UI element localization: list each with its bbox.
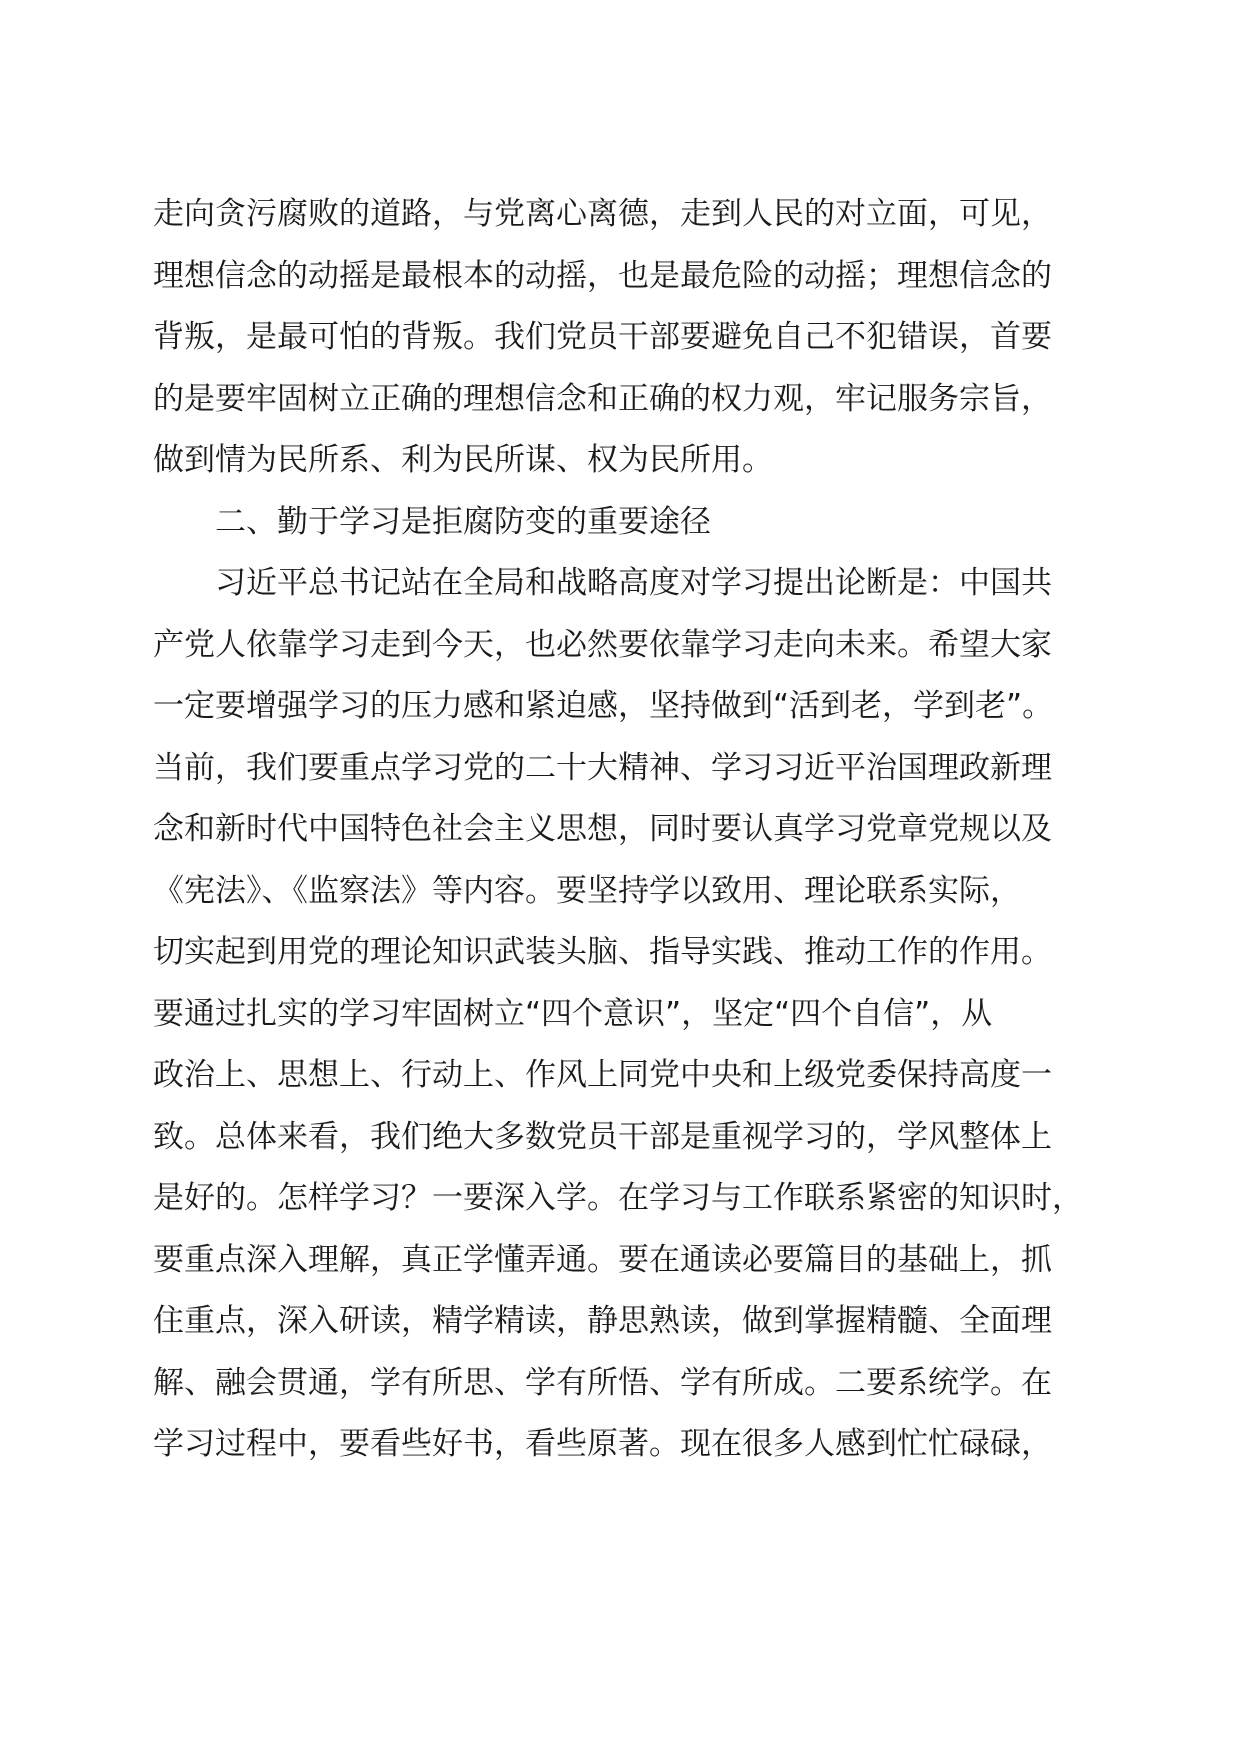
text-line: 产党人依靠学习走到今天，也必然要依靠学习走向未来。希望大家	[153, 626, 1052, 663]
text-line: 念和新时代中国特色社会主义思想，同时要认真学习党章党规以及	[153, 811, 1052, 847]
text-line: 一定要增强学习的压力感和紧迫感，坚持做到“活到老，学到老”。	[153, 688, 1054, 724]
text-line: 住重点，深入研读，精学精读，静思熟读，做到掌握精髓、全面理	[153, 1303, 1052, 1339]
text-line: 切实起到用党的理论知识武装头脑、指导实践、推动工作的作用。	[153, 934, 1052, 970]
text-line: 做到情为民所系、利为民所谋、权为民所用。	[153, 442, 773, 478]
body-text	[153, 184, 1083, 1476]
text-line: 《宪法》、《监察法》等内容。要坚持学以致用、理论联系实际，	[153, 872, 1021, 909]
paragraph-first-line: 习近平总书记站在全局和战略高度对学习提出论断是：中国共	[215, 565, 1052, 601]
text-line: 当前，我们要重点学习党的二十大精神、学习习近平治国理政新理	[153, 749, 1052, 786]
text-line: 是好的。怎样学习？一要深入学。在学习与工作联系紧密的知识时，	[153, 1180, 1083, 1216]
text-line: 致。总体来看，我们绝大多数党员干部是重视学习的，学风整体上	[153, 1118, 1052, 1155]
text-line: 学习过程中，要看些好书，看些原著。现在很多人感到忙忙碌碌，	[153, 1426, 1052, 1462]
text-line: 要重点深入理解，真正学懂弄通。要在通读必要篇目的基础上，抓	[153, 1241, 1052, 1278]
section-heading: 二、勤于学习是拒腐防变的重要途径	[215, 503, 711, 540]
text-line: 解、融会贯通，学有所思、学有所悟、学有所成。二要系统学。在	[153, 1364, 1052, 1401]
text-line: 的是要牢固树立正确的理想信念和正确的权力观，牢记服务宗旨，	[153, 380, 1052, 417]
text-line: 政治上、思想上、行动上、作风上同党中央和上级党委保持高度一	[153, 1057, 1052, 1093]
text-line: 走向贪污腐败的道路，与党离心离德，走到人民的对立面，可见，	[153, 196, 1052, 232]
text-line: 理想信念的动摇是最根本的动摇，也是最危险的动摇；理想信念的	[153, 257, 1052, 294]
text-line: 背叛，是最可怕的背叛。我们党员干部要避免自己不犯错误，首要	[153, 319, 1052, 355]
text-line: 要通过扎实的学习牢固树立“四个意识”，坚定“四个自信”，从	[153, 995, 993, 1032]
